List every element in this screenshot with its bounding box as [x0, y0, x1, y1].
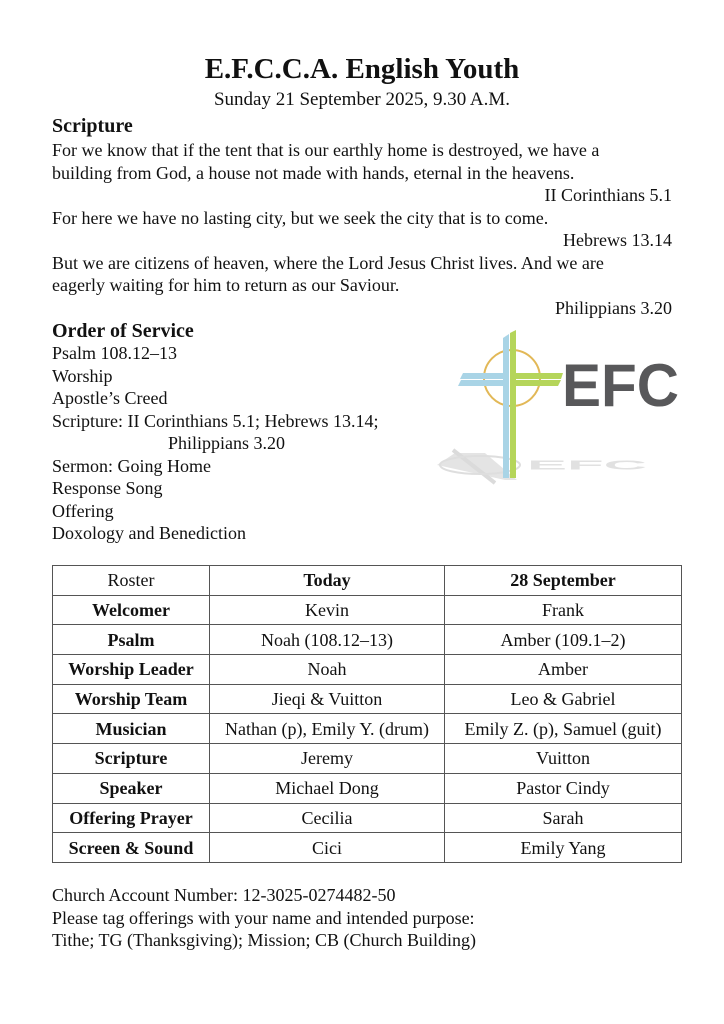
cross-horizontal-green-upper	[510, 373, 563, 379]
roster-today: Jeremy	[210, 744, 445, 774]
roster-today: Cici	[210, 833, 445, 863]
roster-today: Michael Dong	[210, 773, 445, 803]
efc-logo-graphic	[425, 328, 690, 493]
table-row	[53, 714, 682, 744]
roster-next: Pastor Cindy	[445, 773, 682, 803]
roster-role: Worship Leader	[53, 655, 210, 685]
table-row	[53, 833, 682, 863]
table-row	[53, 744, 682, 774]
roster-role: Scripture	[53, 744, 210, 774]
service-item-continuation: Philippians 3.20	[168, 433, 286, 453]
roster-header-row	[53, 566, 682, 596]
service-item: Doxology and Benediction	[52, 523, 246, 543]
roster-next: Amber	[445, 655, 682, 685]
roster-header-cell: 28 September	[445, 566, 682, 596]
scripture-passage-2	[52, 207, 682, 230]
roster-role: Speaker	[53, 773, 210, 803]
roster-role: Worship Team	[53, 684, 210, 714]
efc-logo	[425, 328, 690, 493]
offering-tag-instruction: Please tag offerings with your name and intended purpose:	[52, 907, 475, 928]
roster-next: Amber (109.1–2)	[445, 625, 682, 655]
service-date: Sunday 21 September 2025, 9.30 A.M.	[213, 89, 511, 110]
roster-today: Nathan (p), Emily Y. (drum)	[210, 714, 445, 744]
roster-role: Welcomer	[53, 595, 210, 625]
table-row	[53, 595, 682, 625]
service-item: Psalm 108.12–13	[52, 343, 178, 363]
scripture-reference-2: Hebrews 13.14	[563, 230, 672, 250]
church-account-number: Church Account Number: 12-3025-0274482-50	[52, 885, 396, 905]
order-of-service-heading: Order of Service	[52, 320, 194, 342]
service-item: Sermon: Going Home	[52, 455, 211, 476]
roster-next: Frank	[445, 595, 682, 625]
verse-line: eagerly waiting for him to return as our Saviour.	[52, 275, 400, 295]
service-item: Scripture: II Corinthians 5.1; Hebrews 13.14;	[52, 410, 379, 431]
roster-header-cell: Roster	[53, 566, 210, 596]
service-item: Offering	[52, 500, 114, 521]
roster-role: Offering Prayer	[53, 803, 210, 833]
roster-next: Emily Z. (p), Samuel (guit)	[445, 714, 682, 744]
roster-next: Vuitton	[445, 744, 682, 774]
order-of-service-list	[52, 342, 432, 545]
scripture-reference-1: II Corinthians 5.1	[544, 185, 672, 205]
roster-next: Emily Yang	[445, 833, 682, 863]
roster-role: Screen & Sound	[53, 833, 210, 863]
roster-next: Sarah	[445, 803, 682, 833]
roster-today: Cecilia	[210, 803, 445, 833]
table-row	[53, 625, 682, 655]
roster-header-cell: Today	[210, 566, 445, 596]
logo-reflection	[437, 450, 647, 483]
cross-vertical-blue	[503, 334, 509, 478]
cross-horizontal-green	[510, 380, 561, 386]
reflection-text: EFC	[527, 457, 648, 473]
offering-info	[52, 884, 692, 952]
table-row	[53, 684, 682, 714]
service-item: Worship	[52, 365, 113, 386]
verse-line: For here we have no lasting city, but we seek the city that is to come.	[52, 207, 549, 228]
roster-today: Kevin	[210, 595, 445, 625]
scripture-passage-1	[52, 139, 682, 184]
roster-table	[52, 565, 682, 863]
table-row	[53, 655, 682, 685]
verse-line: For we know that if the tent that is our earthly home is destroyed, we have a	[52, 140, 600, 160]
table-row	[53, 803, 682, 833]
verse-line: But we are citizens of heaven, where the Lord Jesus Christ lives. And we are	[52, 252, 604, 273]
service-item: Response Song	[52, 478, 163, 498]
roster-today: Jieqi & Vuitton	[210, 684, 445, 714]
roster-today: Noah (108.12–13)	[210, 625, 445, 655]
table-row	[53, 773, 682, 803]
service-item: Apostle’s Creed	[52, 388, 168, 408]
cross-horizontal-blue-lower	[458, 380, 509, 386]
cross-vertical-green	[510, 330, 516, 478]
roster-role: Psalm	[53, 625, 210, 655]
scripture-reference-3: Philippians 3.20	[554, 297, 672, 318]
logo-text: EFC	[562, 352, 679, 419]
roster-next: Leo & Gabriel	[445, 684, 682, 714]
offering-purposes: Tithe; TG (Thanksgiving); Mission; CB (Church Building)	[52, 930, 477, 950]
cross-horizontal-blue	[460, 373, 509, 379]
page-title: E.F.C.C.A. English Youth	[204, 53, 520, 85]
verse-line: building from God, a house not made with hands, eternal in the heavens.	[52, 162, 575, 183]
roster-today: Noah	[210, 655, 445, 685]
scripture-passage-3	[52, 252, 682, 297]
scripture-heading: Scripture	[52, 115, 133, 137]
roster-role: Musician	[53, 714, 210, 744]
